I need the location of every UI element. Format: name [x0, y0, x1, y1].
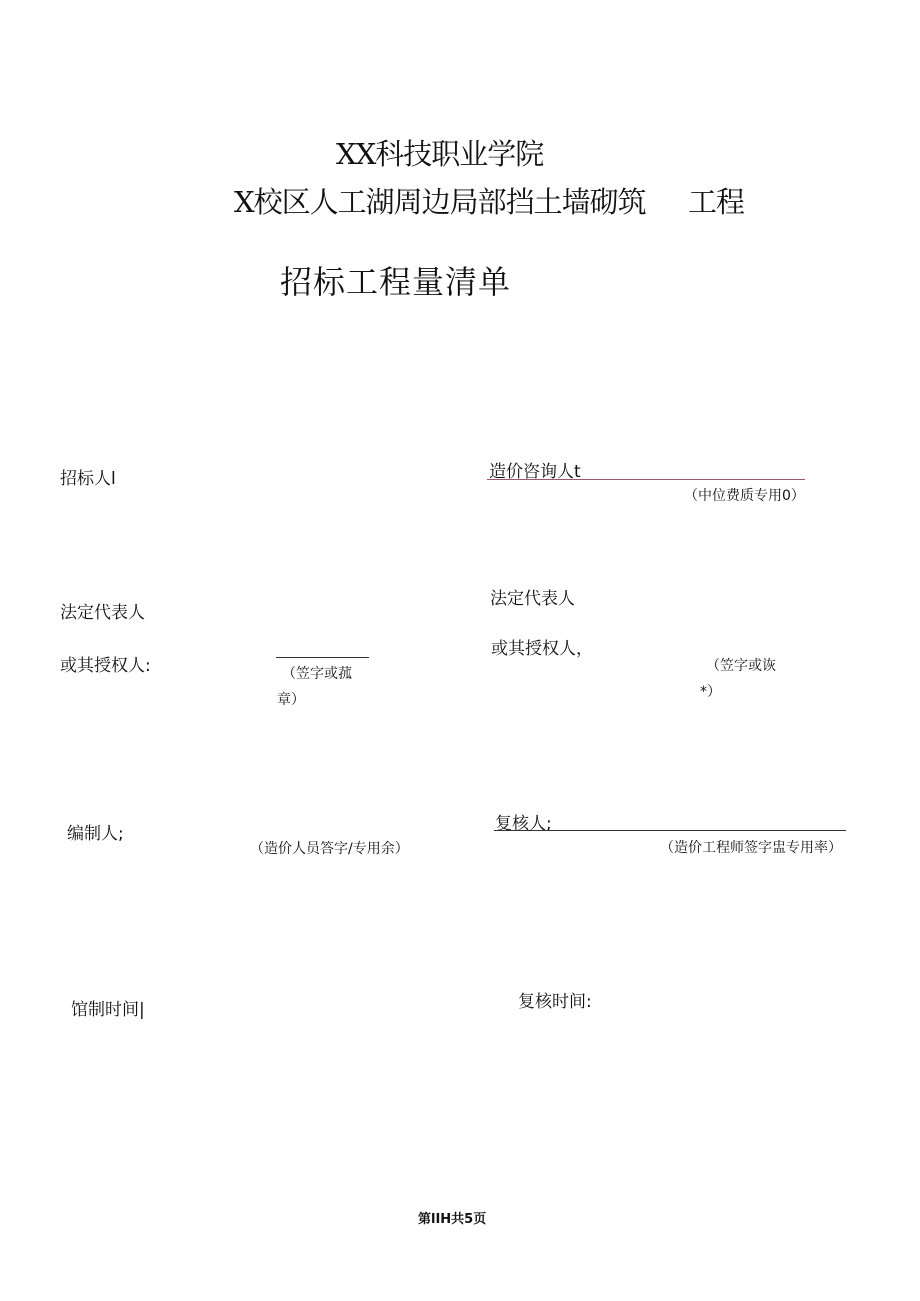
- page-number: 第lIH共5页: [418, 1212, 487, 1227]
- left-legal-rep-label: 法定代表人: [60, 603, 145, 623]
- left-signature-line: [276, 657, 369, 658]
- left-sign-note-cont: 章）: [277, 692, 305, 708]
- compile-time-label: 馆制时间|: [71, 1000, 145, 1020]
- reviewer-signature-line: [494, 830, 846, 831]
- consultant-signature-line: [487, 479, 805, 480]
- consultant-label: 造价咨询人t: [489, 462, 581, 482]
- right-authorized-label: 或其授权人，: [491, 639, 593, 659]
- compiler-label: 编制人;: [67, 824, 124, 844]
- right-sign-note-cont: *）: [700, 684, 721, 700]
- project-name: X校区人工湖周边局部挡土墙砌筑: [234, 185, 646, 219]
- compiler-note: （造价人员答字/专用余）: [250, 841, 409, 857]
- right-legal-rep-label: 法定代表人: [490, 589, 575, 609]
- left-sign-note: （笠字或菰: [282, 666, 352, 682]
- document-title: 招标工程量清单: [280, 263, 512, 301]
- left-authorized-label: 或其授权人:: [60, 656, 151, 676]
- tenderer-label: 招标人l: [60, 469, 116, 489]
- reviewer-note: （造价工程师签字盅专用率）: [660, 840, 842, 856]
- project-suffix: 工程: [688, 185, 745, 219]
- right-sign-note: （笠字或诙: [706, 658, 776, 674]
- reviewer-label: 复核人;: [495, 814, 552, 834]
- consultant-note: （中位费质专用0）: [684, 488, 805, 504]
- school-name: XX科技职业学院: [336, 137, 544, 171]
- review-time-label: 复核时间:: [518, 992, 592, 1012]
